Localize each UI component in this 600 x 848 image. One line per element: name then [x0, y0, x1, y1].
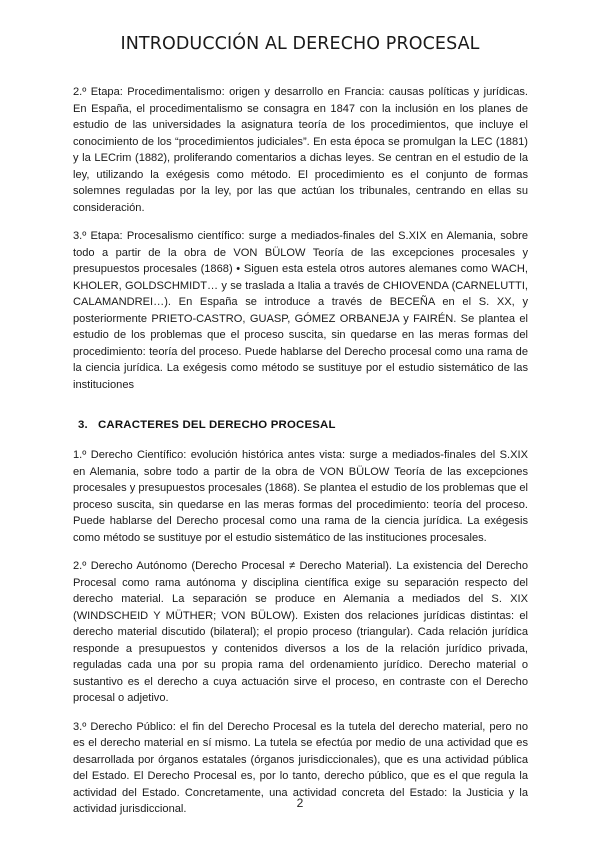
paragraph-derecho-publico: 3.º Derecho Público: el fin del Derecho Procesal es la tutela del derecho material, pero no es el derecho material en sí mismo. La tutela se efectúa por medio de una actividad que es desarrollada por órganos estatales (órganos jurisdiccionales), que es una actividad pública del Estado. El Derecho Procesal es, por lo tanto, derecho público, que es el que regula la actividad del Estado. Concretamente, una actividad concreta del Estado: la Justicia y la actividad jurisdiccional. — [73, 720, 528, 815]
section-title: CARACTERES DEL DERECHO PROCESAL — [98, 419, 336, 431]
page-content — [73, 84, 528, 818]
section-number: 3. — [78, 419, 88, 431]
page-header-title: INTRODUCCIÓN AL DERECHO PROCESAL — [120, 34, 480, 54]
paragraph-etapa-3: 3.º Etapa: Procesalismo científico: surge a mediados-finales del S.XIX en Alemania, sobre todo a partir de la obra de VON BÜLOW Teoría de las excepciones procesales y presupuestos procesales (1868) • Siguen esta estela otros autores alemanes como WACH, KHOLER, GOLDSCHMIDT… y se traslada a Italia a través de CHIOVENDA (CARNELUTTI, CALAMANDREI…). En España se introduce a través de BECEÑA en el S. XX, y posteriormente PRIETO-CASTRO, GUASP, GÓMEZ ORBANEJA y FAIRÉN. Se plantea el estudio de los problemas que el proceso suscita, sin quedarse en las meras formas del procedimiento: teoría del proceso. Puede hablarse del Derecho procesal como una rama de la ciencia jurídica. La exégesis como método se sustituye por el estudio sistemático de las instituciones — [73, 230, 528, 391]
paragraph-derecho-cientifico: 1.º Derecho Científico: evolución histórica antes vista: surge a mediados-finales del S.XIX en Alemania, sobre todo a partir de la obra de VON BÜLOW Teoría de las excepciones procesales y presupuestos procesales (1868). Se plantea el estudio de los problemas que el proceso suscita, sin quedarse en las meras formas del procedimiento: teoría del proceso. Puede hablarse del Derecho procesal como una rama de la ciencia jurídica. La exégesis como método se sustituye por el estudio sistemático de las instituciones procesales. — [73, 449, 528, 544]
section-heading — [73, 419, 528, 431]
paragraph-derecho-autonomo: 2.º Derecho Autónomo (Derecho Procesal ≠ Derecho Material). La existencia del Derecho Procesal como rama autónoma y disciplina científica exige su separación respecto del derecho material. La separación se produce en Alemania a mediados del S. XIX (WINDSCHEID Y MÜTHER; VON BÜLOW). Existen dos relaciones jurídicas distintas: el derecho material discutido (bilateral); el propio proceso (triangular). Cada relación jurídica responde a presupuestos y contenidos diversos a los de la relación jurídico privada, reguladas cada una por su propia rama del ordenamiento jurídico. Derecho material o sustantivo es el derecho a cuya actuación sirve el proceso, en contraste con el Derecho procesal o adjetivo. — [73, 560, 528, 704]
page-number: 2 — [296, 796, 304, 810]
paragraph-etapa-2: 2.º Etapa: Procedimentalismo: origen y desarrollo en Francia: causas políticas y jurídicas. En España, el procedimentalismo se consagra en 1847 con la inclusión en los planes de estudio de las universidades la asignatura teoría de los procedimientos, que incluye el conocimiento de los “procedimientos judiciales”. En esta época se promulgan la LEC (1881) y la LECrim (1882), proliferando comentarios a dichas leyes. Se centran en el estudio de la ley, utilizando la exégesis como método. El procedimiento es el conjunto de formas solemnes reguladas por la ley, por las que actúan los tribunales, centrando en ellas su consideración. — [73, 86, 528, 214]
